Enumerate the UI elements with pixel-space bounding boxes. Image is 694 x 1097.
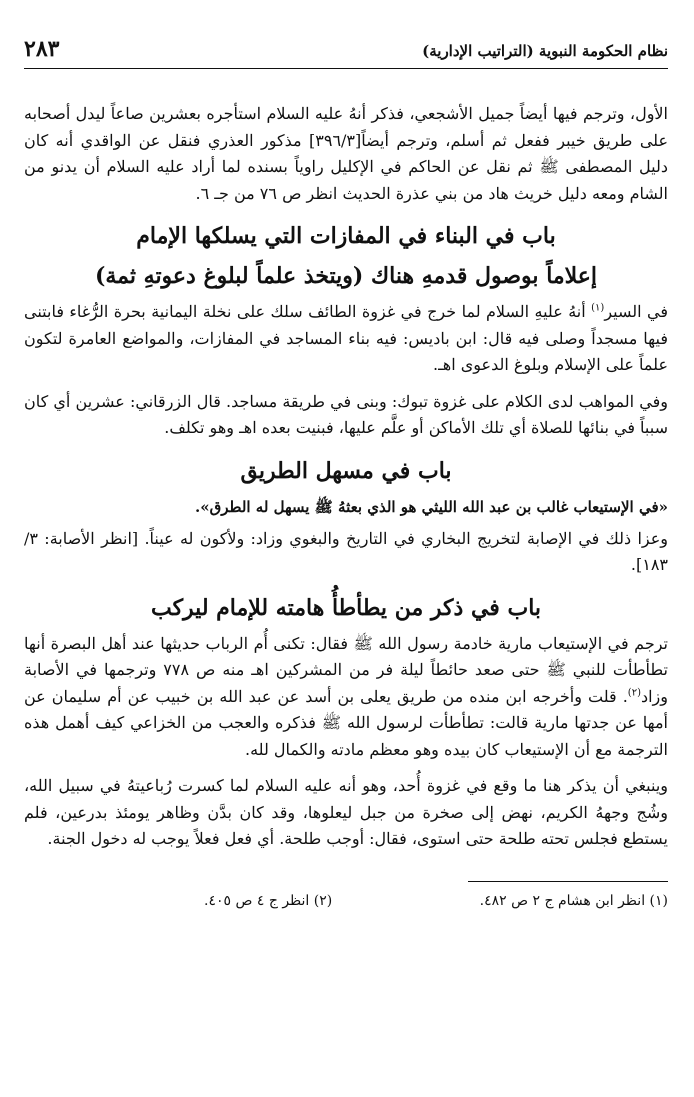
section-heading-bowing: باب في ذكر من يطأطأُ هامته للإمام ليركب [150,594,542,621]
intro-paragraph: الأول، وترجم فيها أيضاً جميل الأشجعي، فذكر أنهُ عليه السلام استأجره بعشرين صاعاً ليدل أصحابه على طريق خيبر ففعل ثم أسلم، وترجم أيضاً[٣٩٦/٣] مذكور العذري فنقل عن الواقدي أنه كان دليل المصطفى ﷺ ثم نقل عن الحاكم في الإكليل راوياً بسنده لما أراد عليه السلام أن يدنو من الشام ومعه دليل خريث هاد من بني عذرة الحديث انظر ص ٧٦ من جـ ٦. [24,104,669,203]
bowing-paragraph-1 [24,631,668,764]
building-paragraph-2: وفي المواهب لدى الكلام على غزوة تبوك: وبنى في طريقة مساجد. قال الزرقاني: عشرين أي كان سبباً في بنائها للصلاة أي تلك الأماكن أو علَّم عليها، فبنيت بعده اهـ وهو تكلف. [24,391,668,437]
section-heading-building: باب في البناء في المفازات التي يسلكها الإمام [136,223,556,249]
bowing-paragraph-1-start: ترجم في الإستيعاب مارية خادمة رسول الله ﷺ فقال: تكنى أُم الرباب حديثها عند أهل البصرة أنها تطأطأت للنبي ﷺ حتى صعد حائطاً ليلة فر من المشركين اهـ منه ص ٧٧٨ وترجمها في الأصابة وزاد [24,633,669,706]
footnote-1: (١) انظر ابن هشام ج ٢ ص ٤٨٢. [479,892,668,909]
book-title: نظام الحكومة النبوية (التراتيب الإدارية) [422,42,668,60]
footnote-ref-2[interactable]: (٢) [627,687,641,699]
building-paragraph-1-rest: أنهُ عليهِ السلام لما خرج في غزوة الطائف سلك على نخلة اليمانية بحرة الرُّغاء فابتنى فيها مسجداً وصلى فيه قال: ابن باديس: فيه بناء المساجد في المفازات، والمواضع العامرة لتكون علماً على الإسلام وبلوغ الدعوى اهـ. [24,302,668,374]
section-subheading-building: إعلاماً بوصول قدمهِ هناك (ويتخذ علماً لبلوغ دعوتهِ ثمة) [94,263,598,289]
page-content [24,101,668,853]
footnote-2: (٢) انظر ج ٤ ص ٤٠٥. [204,892,333,909]
road-quote: «في الإستيعاب غالب بن عبد الله الليثي هو الذي بعثهُ ﷺ يسهل له الطرق». [195,497,668,516]
running-header [24,36,668,69]
bowing-paragraph-2: وينبغي أن يذكر هنا ما وقع في غزوة أُحد، وهو أنه عليه السلام لما كسرت رُباعيتهُ في سبيل الله، وشُج وجههُ الكريم، نهض إلى صخرة من جبل ليعلوها، وقد كان بدَّن وظاهر يومئذ بدرعين، فلم يستطع فجلس تحته طلحة حتى استوى، فقال: أوجب طلحة. أي فعل فعلاً يوجب له دخول الجنة. [24,776,668,848]
building-paragraph-1-start: في السير [604,302,669,321]
bowing-paragraph-1-rest: . قلت وأخرجه ابن منده من طريق يعلى بن أسد عن عبد الله بن خبيب عن أم سليمان عن أمها عن جدتها مارية قالت: تطأطأت لرسول الله ﷺ فذكره والعجب من الخزاعي كيف أهمل هذه الترجمة مع أن الإستيعاب كان بيده وهو معظم مادته والكمال لله. [24,686,668,759]
building-paragraph-1 [24,299,668,379]
book-page [24,36,668,912]
section-heading-road: باب في مسهل الطريق [240,457,452,484]
road-paragraph: وعزا ذلك في الإصابة لتخريج البخاري في التاريخ والبغوي وزاد: ولأكون له عيناً. [انظر الأصابة: ٣/ ١٨٣]. [24,528,668,574]
page-number: ٢٨٣ [24,36,60,62]
footnote-ref-1[interactable]: (١) [591,302,605,314]
footnote-divider [468,881,668,882]
footnote-row [24,890,668,912]
footnotes [24,881,668,912]
